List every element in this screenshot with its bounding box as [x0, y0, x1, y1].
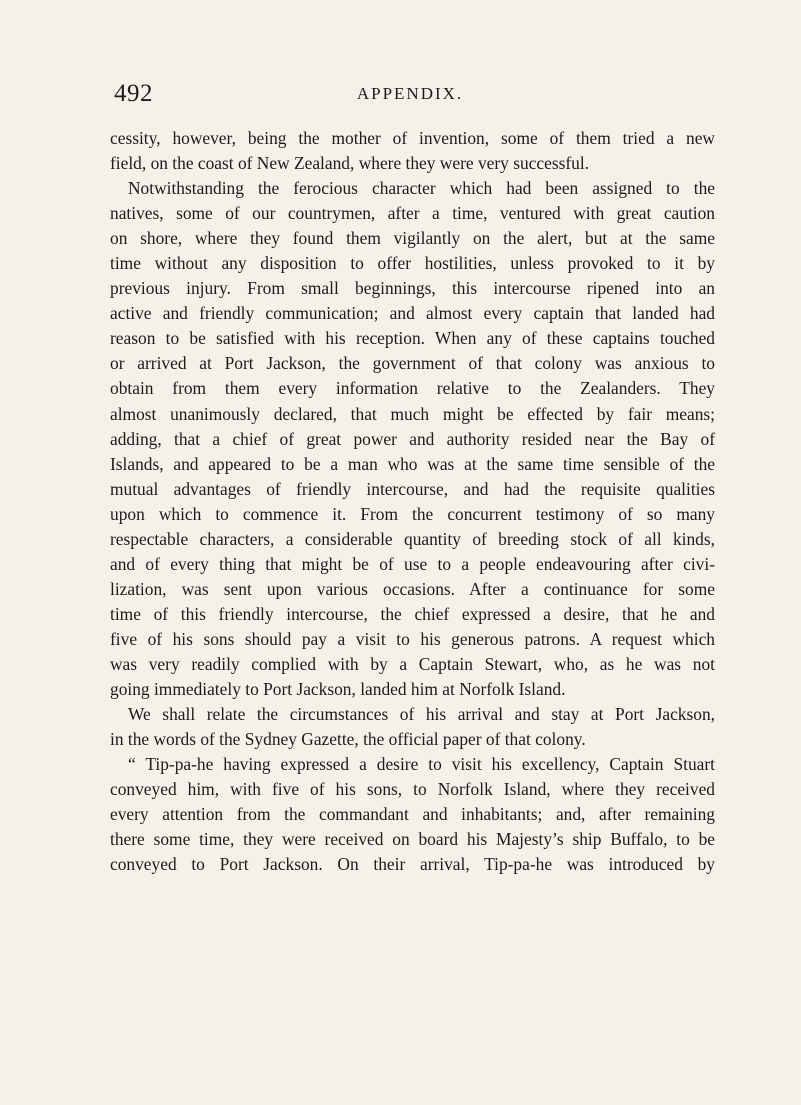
- body-text: [110, 126, 715, 877]
- text-line: and of every thing that might be of use to a people endeavouring after civi-: [110, 553, 715, 574]
- text-line: active and friendly communication; and almost every captain that landed had: [110, 303, 715, 324]
- page-header: [110, 80, 710, 120]
- text-line: in the words of the Sydney Gazette, the official paper of that colony.: [110, 729, 586, 750]
- text-line: adding, that a chief of great power and authority resided near the Bay of: [110, 428, 715, 449]
- text-line: time of this friendly intercourse, the chief expressed a desire, that he and: [110, 603, 715, 624]
- text-line: We shall relate the circumstances of his arrival and stay at Port Jackson,: [128, 704, 715, 725]
- text-line: reason to be satisfied with his reception. When any of these captains touched: [110, 328, 715, 349]
- text-line: conveyed to Port Jackson. On their arrival, Tip-pa-he was introduced by: [110, 854, 715, 875]
- text-line: natives, some of our countrymen, after a time, ventured with great caution: [110, 203, 715, 224]
- text-line: respectable characters, a considerable quantity of breeding stock of all kinds,: [110, 528, 715, 549]
- text-line: conveyed him, with five of his sons, to Norfolk Island, where they received: [110, 779, 715, 800]
- text-line: cessity, however, being the mother of invention, some of them tried a new: [110, 128, 715, 148]
- text-line: going immediately to Port Jackson, landed him at Norfolk Island.: [110, 679, 566, 700]
- text-line: Notwithstanding the ferocious character which had been assigned to the: [128, 178, 715, 199]
- text-line: Islands, and appeared to be a man who was at the same time sensible of the: [110, 453, 715, 474]
- text-line: five of his sons should pay a visit to his generous patrons. A request which: [110, 628, 715, 649]
- text-line: mutual advantages of friendly intercourse, and had the requisite qualities: [110, 478, 715, 499]
- text-line: almost unanimously declared, that much might be effected by fair means;: [110, 403, 715, 424]
- text-line: field, on the coast of New Zealand, where they were very successful.: [110, 153, 590, 174]
- text-line: upon which to commence it. From the concurrent testimony of so many: [110, 503, 715, 524]
- text-line: was very readily complied with by a Captain Stewart, who, as he was not: [110, 653, 715, 674]
- text-line: every attention from the commandant and inhabitants; and, after remaining: [110, 804, 715, 825]
- running-head: APPENDIX.: [356, 84, 464, 103]
- page-number: 492: [114, 80, 153, 107]
- text-line: obtain from them every information relative to the Zealanders. They: [110, 378, 715, 399]
- text-line: there some time, they were received on board his Majesty’s ship Buffalo, to be: [110, 829, 715, 850]
- text-line: time without any disposition to offer hostilities, unless provoked to it by: [110, 253, 715, 274]
- text-line: lization, was sent upon various occasions. After a continuance for some: [110, 578, 715, 599]
- text-line: or arrived at Port Jackson, the government of that colony was anxious to: [110, 353, 715, 374]
- text-line: “ Tip-pa-he having expressed a desire to visit his excellency, Captain Stuart: [128, 754, 715, 775]
- text-line: on shore, where they found them vigilantly on the alert, but at the same: [110, 228, 715, 249]
- text-line: previous injury. From small beginnings, this intercourse ripened into an: [110, 278, 715, 299]
